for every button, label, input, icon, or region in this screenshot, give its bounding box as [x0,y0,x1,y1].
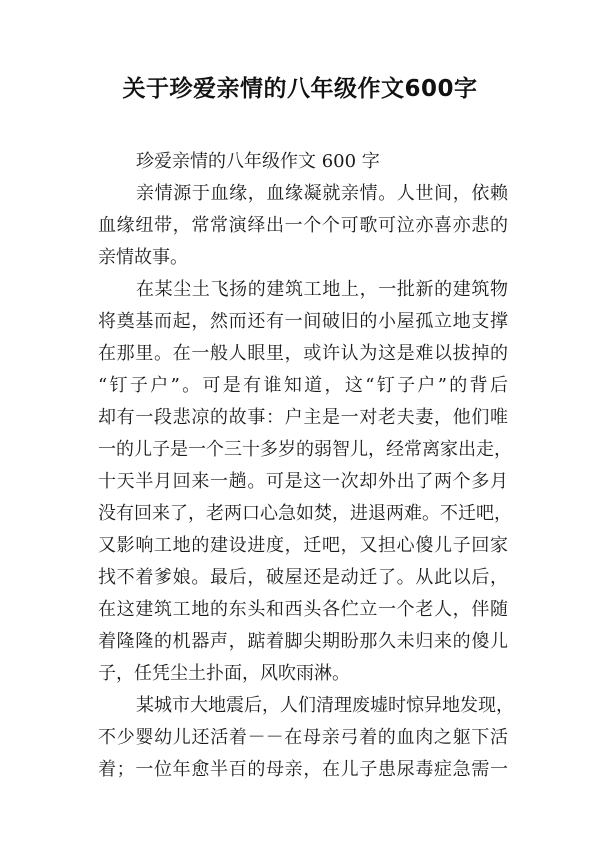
paragraph-line: 不少婴幼儿还活着－－在母亲弓着的血肉之躯下活 [98,727,508,748]
paragraph-line: 亲情源于血缘，血缘凝就亲情。人世间，依赖 [136,183,508,204]
paragraph-line: 着；一位年愈半百的母亲，在儿子患尿毒症急需一 [98,759,508,780]
paragraph-line: 将奠基而起，然而还有一间破旧的小屋孤立地支撑 [98,311,508,332]
paragraph-line: 某城市大地震后，人们清理废墟时惊异地发现， [136,695,514,716]
paragraph-line: 亲情故事。 [98,247,188,268]
paragraph-line: 却有一段悲凉的故事：户主是一对老夫妻，他们唯 [98,407,508,428]
paragraph-line: 没有回来了，老两口心急如焚，进退两难。不迁吧， [98,503,512,524]
paragraph-line: 又影响工地的建设进度，迁吧，又担心傻儿子回家 [98,535,508,556]
paragraph-line: 十天半月回来一趟。可是这一次却外出了两个多月 [98,471,508,492]
paragraph-3 [98,690,514,786]
paragraph-line: 在某尘土飞扬的建筑工地上，一批新的建筑物 [136,279,508,300]
paragraph-1 [98,178,508,274]
paragraph-line: 着隆隆的机器声，踮着脚尖期盼那久未归来的傻儿 [98,631,508,652]
document-subtitle: 珍爱亲情的八年级作文 600 字 [136,151,380,172]
paragraph-line: 子，任凭尘土扑面，风吹雨淋。 [98,663,350,684]
paragraph-line: 找不着爹娘。最后，破屋还是动迁了。从此以后， [98,567,508,588]
document-title: 关于珍爱亲情的八年级作文600字 [122,76,478,102]
paragraph-line: 在那里。在一般人眼里，或许认为这是难以拔掉的 [98,343,508,364]
paragraph-line: 一的儿子是一个三十多岁的弱智儿，经常离家出走， [98,439,512,460]
paragraph-line: 血缘纽带，常常演绎出一个个可歌可泣亦喜亦悲的 [98,215,508,236]
document-body [98,146,514,786]
paragraph-line: 在这建筑工地的东头和西头各伫立一个老人，伴随 [98,599,508,620]
paragraph-2 [98,274,512,690]
paragraph-line: “钉子户”。可是有谁知道，这“钉子户”的背后 [98,375,508,396]
